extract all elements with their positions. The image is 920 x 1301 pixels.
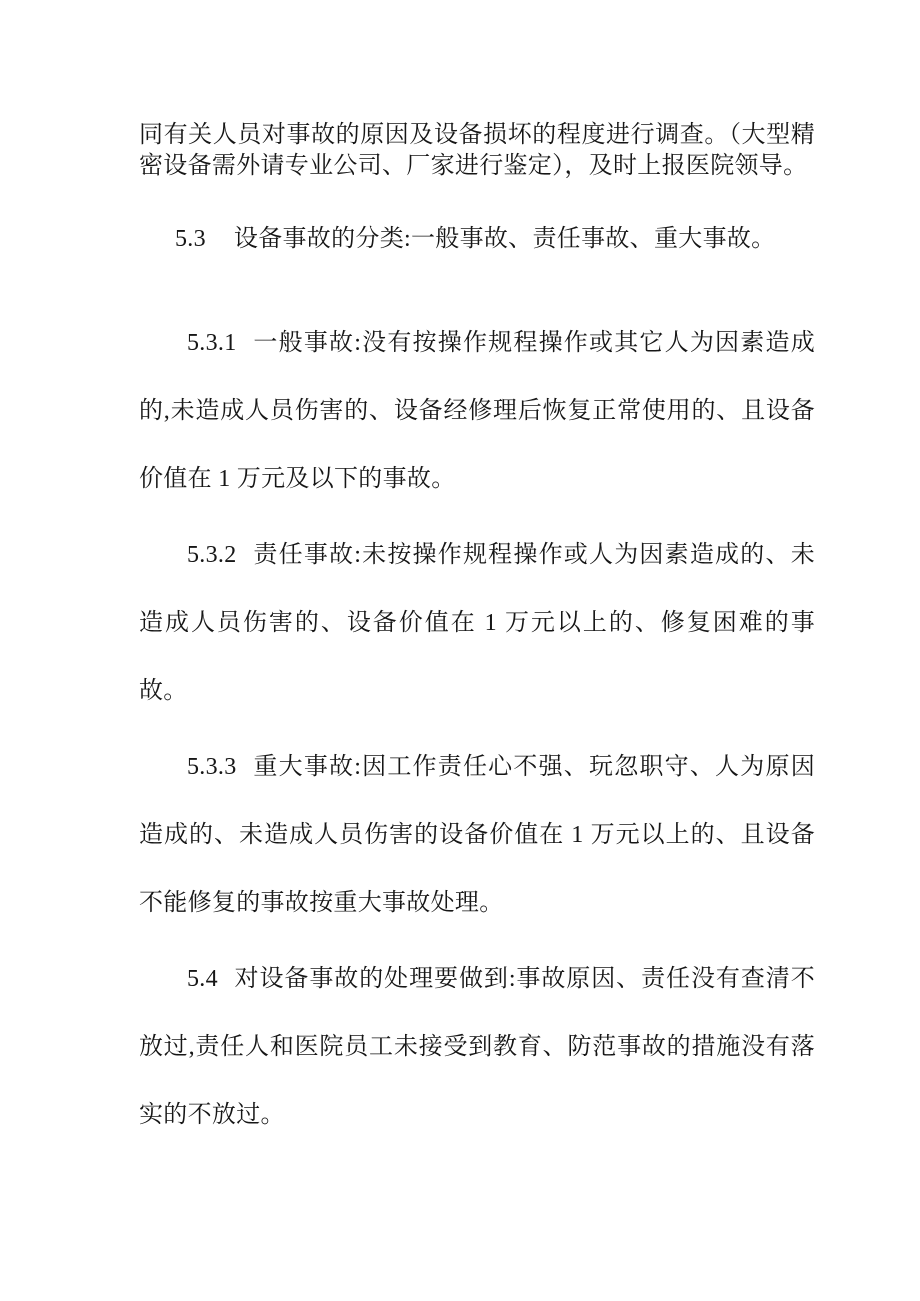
paragraph-text: 责任事故:未按操作规程操作或人为因素造成的、未造成人员伤害的、设备价值在 1 万元以上的、修复困难的事故。	[139, 542, 815, 704]
section-number-5-3-3: 5.3.3	[187, 754, 237, 780]
paragraph-5-4	[139, 945, 815, 1149]
section-number-5-3-2: 5.3.2	[187, 542, 237, 568]
paragraph-continuation: 同有关人员对事故的原因及设备损坏的程度进行调查。（大型精密设备需外请专业公司、厂家进行鉴定），及时上报医院领导。	[139, 122, 815, 179]
paragraph-5-3-3	[139, 733, 815, 937]
paragraph-text: 对设备事故的处理要做到:事故原因、责任没有查清不放过,责任人和医院员工未接受到教育、防范事故的措施没有落实的不放过。	[139, 966, 815, 1128]
section-number-5-3: 5.3	[175, 226, 206, 252]
paragraph-5-3-1	[139, 309, 815, 513]
paragraph-text: 设备事故的分类:一般事故、责任事故、重大事故。	[233, 226, 776, 252]
section-number-5-3-1: 5.3.1	[187, 330, 237, 356]
paragraph-text: 一般事故:没有按操作规程操作或其它人为因素造成的,未造成人员伤害的、设备经修理后恢复正常使用的、且设备价值在 1 万元及以下的事故。	[139, 330, 815, 492]
paragraph-5-3-2	[139, 521, 815, 725]
section-number-5-4: 5.4	[187, 966, 218, 992]
paragraph-5-3	[139, 224, 815, 255]
paragraph-text: 重大事故:因工作责任心不强、玩忽职守、人为原因造成的、未造成人员伤害的设备价值在 1 万元以上的、且设备不能修复的事故按重大事故处理。	[139, 754, 815, 916]
